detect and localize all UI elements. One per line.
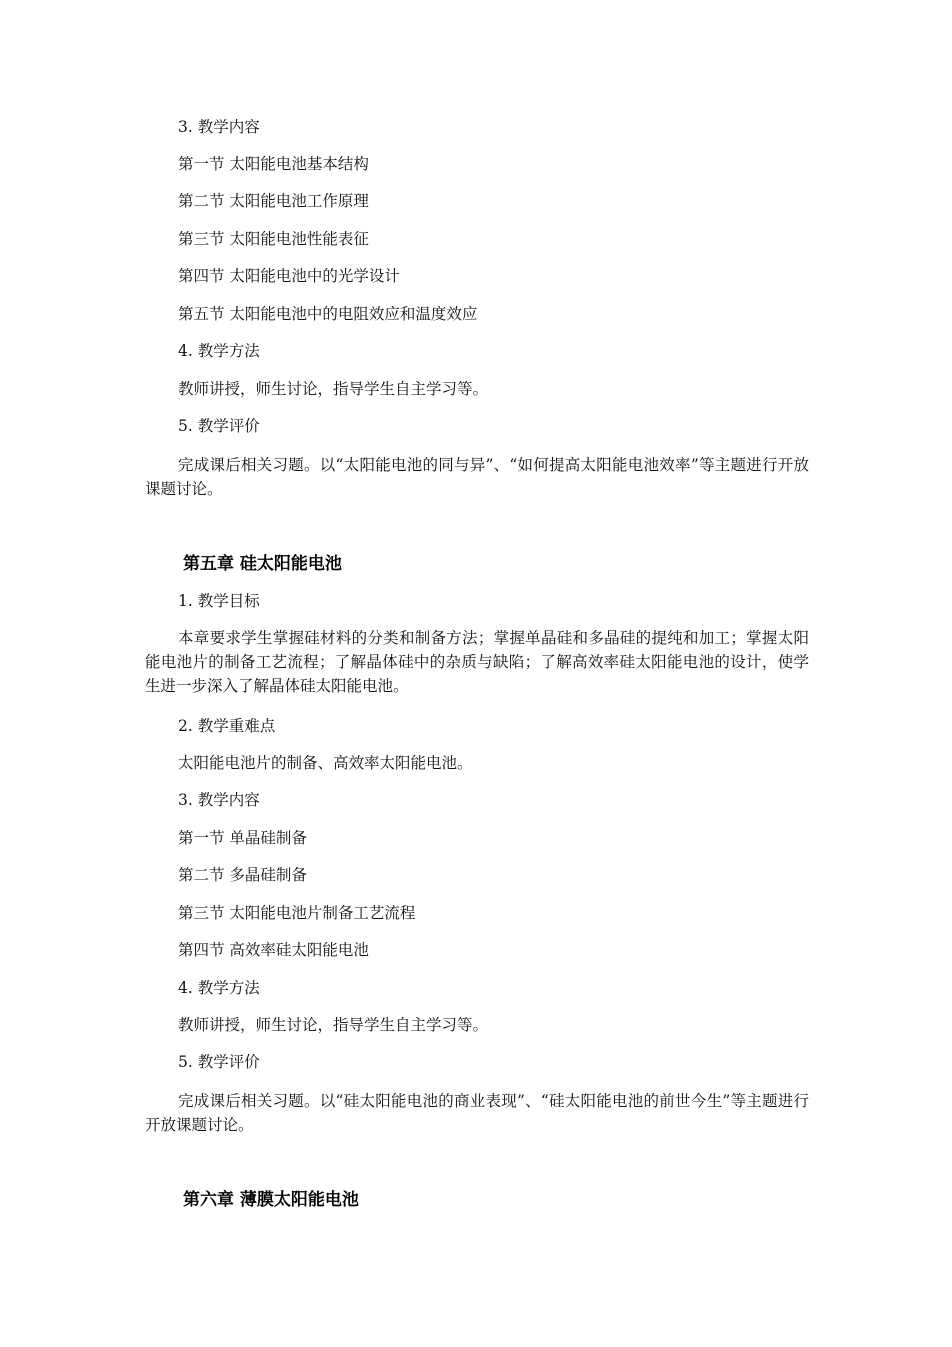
content-heading: 3. 教学内容 xyxy=(178,791,260,809)
section-item: 第四节 高效率硅太阳能电池 xyxy=(178,941,369,959)
section-item: 第五节 太阳能电池中的电阻效应和温度效应 xyxy=(178,305,478,323)
key-text: 太阳能电池片的制备、高效率太阳能电池。 xyxy=(178,754,473,772)
chapter-title: 第六章 薄膜太阳能电池 xyxy=(183,1190,359,1210)
section-item: 第二节 太阳能电池工作原理 xyxy=(178,192,369,210)
evaluation-text: 完成课后相关习题。以“太阳能电池的同与异”、“如何提高太阳能电池效率”等主题进行开放课题讨论。 xyxy=(145,456,809,498)
key-heading: 2. 教学重难点 xyxy=(178,717,276,735)
chapter-title: 第五章 硅太阳能电池 xyxy=(183,554,342,574)
section-item: 第四节 太阳能电池中的光学设计 xyxy=(178,267,400,285)
section-item: 第二节 多晶硅制备 xyxy=(178,866,307,884)
evaluation-heading: 5. 教学评价 xyxy=(178,1053,260,1071)
goal-text: 本章要求学生掌握硅材料的分类和制备方法；掌握单晶硅和多晶硅的提纯和加工；掌握太阳能电池片的制备工艺流程；了解晶体硅中的杂质与缺陷；了解高效率硅太阳能电池的设计，使学生进一步深入了解晶体硅太阳能电池。 xyxy=(145,629,809,695)
evaluation-text: 完成课后相关习题。以“硅太阳能电池的商业表现”、“硅太阳能电池的前世今生”等主题进行开放课题讨论。 xyxy=(145,1092,809,1134)
content-heading: 3. 教学内容 xyxy=(178,118,260,136)
section-item: 第一节 单晶硅制备 xyxy=(178,829,307,847)
method-text: 教师讲授，师生讨论，指导学生自主学习等。 xyxy=(178,1016,489,1034)
section-item: 第三节 太阳能电池片制备工艺流程 xyxy=(178,904,416,922)
method-heading: 4. 教学方法 xyxy=(178,979,260,997)
evaluation-heading: 5. 教学评价 xyxy=(178,417,260,435)
section-item: 第一节 太阳能电池基本结构 xyxy=(178,155,369,173)
method-text: 教师讲授，师生讨论，指导学生自主学习等。 xyxy=(178,380,489,398)
method-heading: 4. 教学方法 xyxy=(178,342,260,360)
goal-heading: 1. 教学目标 xyxy=(178,592,260,610)
section-item: 第三节 太阳能电池性能表征 xyxy=(178,230,369,248)
